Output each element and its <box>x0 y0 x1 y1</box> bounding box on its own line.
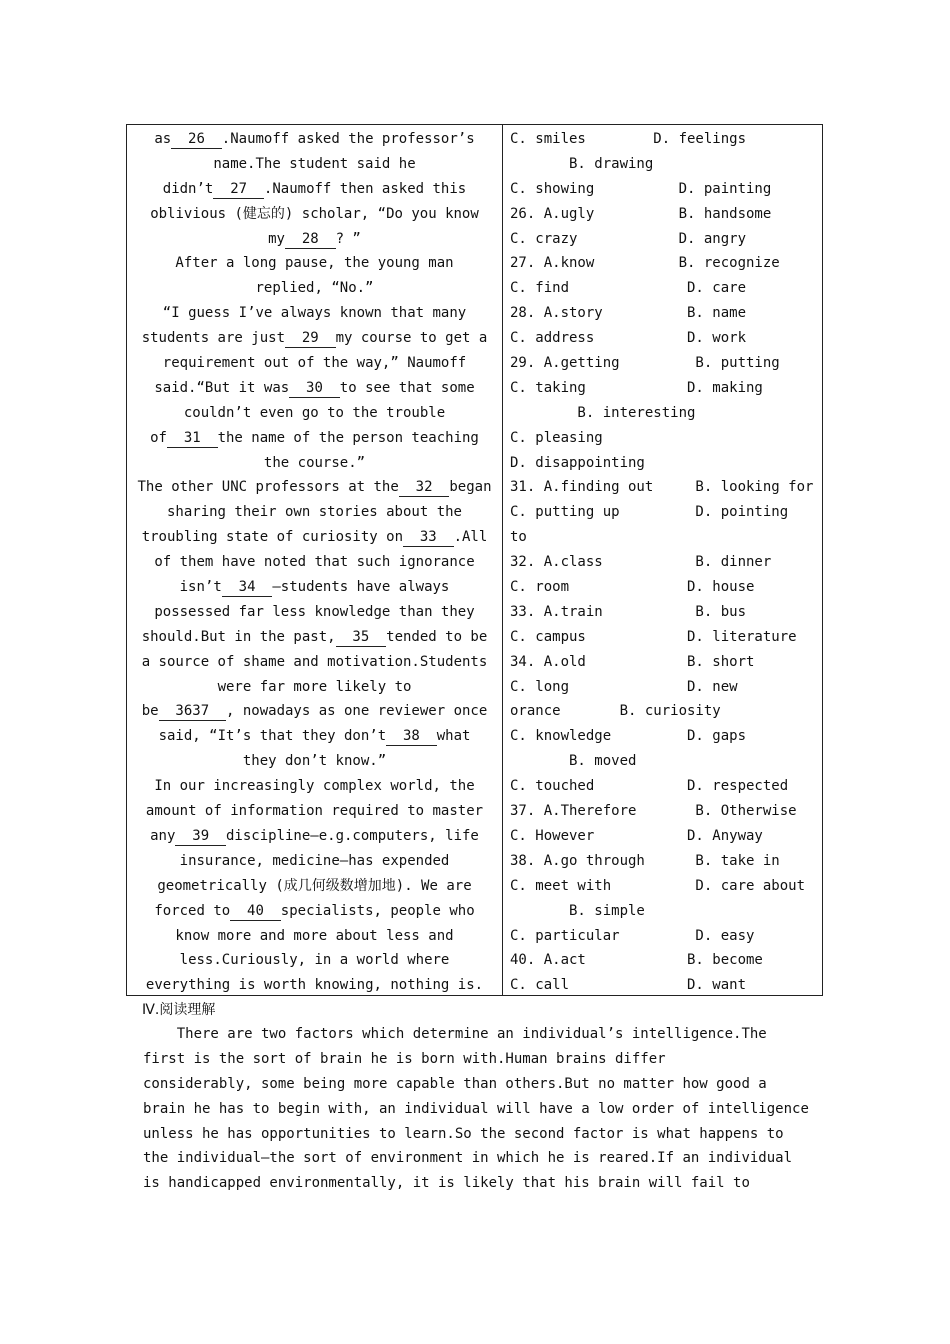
passage-text: should.But in the past, <box>141 628 336 645</box>
passage-text: .Naumoff asked the professor’s <box>221 131 475 147</box>
option-line: B. moved <box>510 753 637 770</box>
option-line: C. long D. new <box>510 678 738 695</box>
passage-line: name.The student said he <box>213 155 416 172</box>
option-line: C. crazy D. angry <box>510 230 747 247</box>
option-line: B. drawing <box>510 155 654 172</box>
reading-line: brain he has to begin with, an individual will have a low order of intelligence <box>143 1100 809 1117</box>
option-line: 31. A.finding out B. looking for <box>510 479 814 496</box>
passage-text: my course to get a <box>335 330 488 347</box>
blank-number: 32 <box>398 479 450 496</box>
passage-line: replied, “No.” <box>255 280 374 297</box>
option-line: C. pleasing <box>510 429 603 446</box>
passage-column <box>127 127 502 998</box>
option-line: C. putting up D. pointing <box>510 504 789 521</box>
reading-line: first is the sort of brain he is born with.Human brains differ <box>143 1050 666 1067</box>
option-line: orance B. curiosity <box>510 703 721 720</box>
passage-text: , nowadays as one reviewer once <box>226 703 488 720</box>
passage-line: a source of shame and motivation.Students <box>141 653 488 670</box>
option-line: C. campus D. literature <box>510 628 797 645</box>
passage-line <box>127 699 502 724</box>
passage-text: .Naumoff then asked this <box>263 180 467 197</box>
passage-line: “I guess I’ve always known that many <box>162 305 467 322</box>
option-line: C. address D. work <box>510 330 747 347</box>
passage-text: The other UNC professors at the <box>137 479 399 496</box>
option-line: 37. A.Therefore B. Otherwise <box>510 803 797 820</box>
option-line: 38. A.go through B. take in <box>510 852 780 869</box>
blank-number: 31 <box>166 429 218 446</box>
passage-line <box>127 525 502 550</box>
reading-passage <box>143 1022 807 1196</box>
reading-line: considerably, some being more capable than others.But no matter how good a <box>143 1075 767 1092</box>
passage-text: as <box>154 131 172 147</box>
passage-text: specialists, people who <box>280 902 475 919</box>
blank-number: 35 <box>335 628 387 645</box>
passage-line: requirement out of the way,” Naumoff <box>162 355 467 372</box>
passage-line: geometrically (成几何级数增加地). We are <box>157 877 472 894</box>
passage-text: the name of the person teaching <box>217 429 479 446</box>
passage-line: the course.” <box>263 454 366 471</box>
passage-line <box>127 177 502 202</box>
reading-line: the individual—the sort of environment in which he is reared.If an individual <box>143 1150 793 1167</box>
option-line: 27. A.know B. recognize <box>510 255 780 272</box>
option-line: 26. A.ugly B. handsome <box>510 205 772 222</box>
passage-text: said, “It’s that they don’t <box>158 728 387 745</box>
passage-line <box>127 475 502 500</box>
passage-text: students are just <box>141 330 285 347</box>
option-line: 34. A.old B. short <box>510 653 755 670</box>
passage-line: insurance, medicine—has expended <box>179 852 450 869</box>
blank-number: 27 <box>213 180 264 197</box>
blank-number: 39 <box>175 827 226 844</box>
reading-line: There are two factors which determine an individual’s intelligence.The <box>143 1026 767 1042</box>
passage-text: any <box>150 827 176 844</box>
passage-text: my <box>268 230 285 247</box>
option-line: B. simple <box>510 902 645 919</box>
passage-line <box>127 575 502 600</box>
blank-number: 34 <box>221 579 273 596</box>
passage-text: of <box>150 429 167 446</box>
option-line: 32. A.class B. dinner <box>510 554 772 571</box>
cloze-table <box>126 124 823 996</box>
option-line: C. touched D. respected <box>510 778 789 795</box>
reading-line: is handicapped environmentally, it is likely that his brain will fail to <box>143 1175 750 1192</box>
passage-line: know more and more about less and <box>175 927 454 944</box>
passage-text: tended to be <box>386 628 488 645</box>
passage-text: didn’t <box>162 180 214 197</box>
option-line: C. particular D. easy <box>510 927 755 944</box>
option-line: to <box>510 529 527 546</box>
blank-number: 38 <box>386 728 437 745</box>
column-divider <box>502 125 503 995</box>
passage-line <box>127 899 502 924</box>
passage-text: troubling state of curiosity on <box>141 529 403 546</box>
passage-text: be <box>141 703 159 720</box>
option-line: C. find D. care <box>510 280 747 297</box>
passage-line: they don’t know.” <box>242 753 387 770</box>
passage-line <box>127 426 502 451</box>
option-line: 28. A.story B. name <box>510 305 747 322</box>
passage-text: forced to <box>154 902 231 919</box>
passage-text: —students have always <box>272 579 450 596</box>
passage-line <box>127 227 502 252</box>
option-line: C. knowledge D. gaps <box>510 728 747 745</box>
passage-line: In our increasingly complex world, the <box>154 778 475 795</box>
option-line: 33. A.train B. bus <box>510 603 747 620</box>
option-line: C. room D. house <box>510 579 755 596</box>
passage-text: ? ” <box>335 230 361 247</box>
passage-line: sharing their own stories about the <box>166 504 462 521</box>
passage-line: less.Curiously, in a world where <box>179 952 450 969</box>
blank-number: 29 <box>285 330 336 347</box>
passage-line: were far more likely to <box>217 678 412 695</box>
passage-text: what <box>436 728 471 745</box>
reading-line: unless he has opportunities to learn.So the second factor is what happens to <box>143 1125 784 1142</box>
options-column <box>510 127 822 998</box>
passage-line <box>127 625 502 650</box>
passage-line <box>127 326 502 351</box>
passage-line: possessed far less knowledge than they <box>154 603 475 620</box>
blank-number: 3637 <box>158 703 226 720</box>
blank-number: 28 <box>284 230 336 247</box>
passage-line <box>127 127 502 152</box>
option-line: C. meet with D. care about <box>510 877 806 894</box>
blank-number: 40 <box>230 902 281 919</box>
passage-line: of them have noted that such ignorance <box>154 554 475 571</box>
passage-line <box>127 724 502 749</box>
passage-text: discipline—e.g.computers, life <box>226 827 479 844</box>
passage-text: began <box>449 479 492 496</box>
blank-number: 26 <box>171 131 222 147</box>
passage-line: everything is worth knowing, nothing is. <box>145 977 484 994</box>
option-line: C. However D. Anyway <box>510 827 763 844</box>
blank-number: 33 <box>403 529 454 546</box>
option-line: 40. A.act B. become <box>510 952 763 969</box>
passage-text: isn’t <box>179 579 222 596</box>
option-line: C. smiles D. feelings <box>510 131 747 147</box>
passage-line: amount of information required to master <box>145 803 484 820</box>
option-line: C. showing D. painting <box>510 180 772 197</box>
passage-text: to see that some <box>339 379 475 396</box>
blank-number: 30 <box>289 379 340 396</box>
passage-line: oblivious (健忘的) scholar, “Do you know <box>150 205 479 222</box>
passage-line: couldn’t even go to the trouble <box>183 404 446 421</box>
option-line: D. disappointing <box>510 454 645 471</box>
passage-line <box>127 824 502 849</box>
passage-text: said.“But it was <box>154 379 290 396</box>
option-line: C. taking D. making <box>510 379 763 396</box>
passage-text: .All <box>453 529 488 546</box>
passage-line <box>127 376 502 401</box>
option-line: C. call D. want <box>510 977 747 994</box>
option-line: B. interesting <box>510 404 696 421</box>
passage-line: After a long pause, the young man <box>175 255 454 272</box>
option-line: 29. A.getting B. putting <box>510 355 780 372</box>
section-title: Ⅳ.阅读理解 <box>142 1002 216 1018</box>
